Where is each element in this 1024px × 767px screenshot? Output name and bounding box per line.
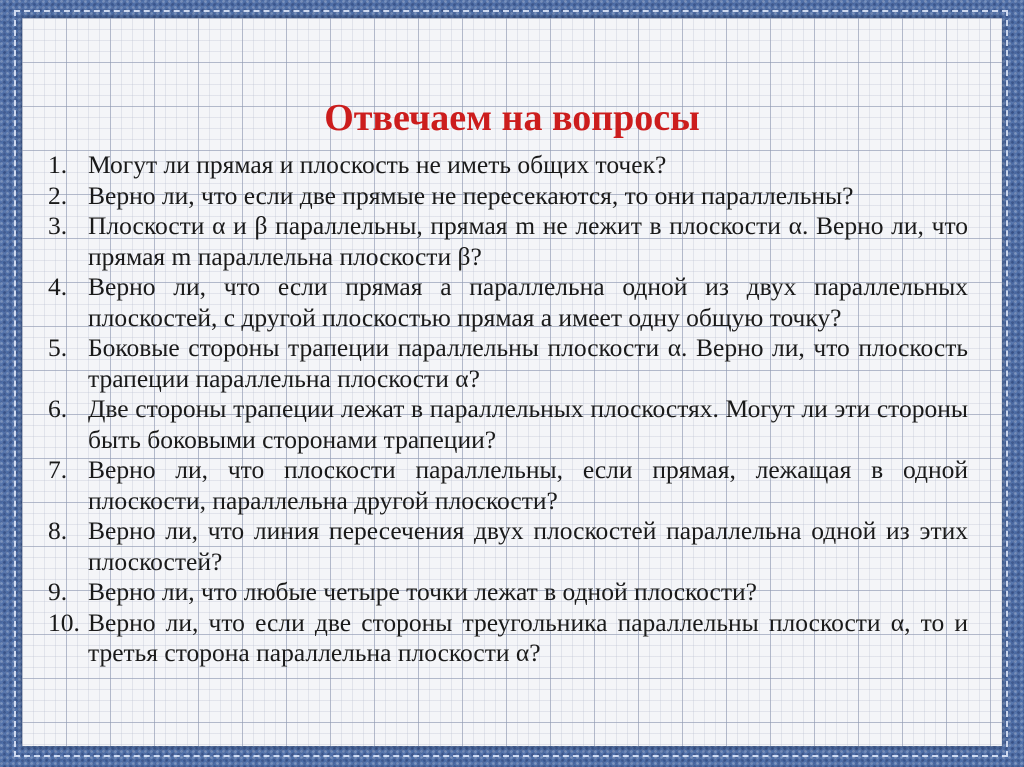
question-number: 7. xyxy=(48,455,68,484)
question-text: Верно ли, что плоскости параллельны, если прямая, лежащая в одной плоскости, параллельна другой плоскости? xyxy=(88,455,968,515)
question-item xyxy=(48,333,968,394)
question-text: Верно ли, что если две стороны треугольника параллельны плоскости α, то и третья сторона параллельна плоскости α? xyxy=(88,607,969,667)
question-item xyxy=(48,516,968,577)
questions-list xyxy=(48,150,968,669)
question-item xyxy=(48,394,968,455)
question-number: 10. xyxy=(48,607,80,637)
question-item xyxy=(48,181,968,212)
question-text: Верно ли, что если две прямые не пересекаются, то они параллельны? xyxy=(88,180,854,210)
question-number: 6. xyxy=(48,394,68,423)
question-text: Верно ли, что если прямая a параллельна одной из двух параллельных плоскостей, с другой плоскостью прямая a имеет одну общую точку? xyxy=(88,272,968,332)
question-number: 3. xyxy=(48,211,68,240)
question-number: 4. xyxy=(48,272,68,301)
question-text: Верно ли, что линия пересечения двух плоскостей параллельна одной из этих плоскостей? xyxy=(88,516,968,576)
question-text: Плоскости α и β параллельны, прямая m не лежит в плоскости α. Верно ли, что прямая m параллельна плоскости β? xyxy=(88,211,968,271)
question-text: Две стороны трапеции лежат в параллельных плоскостях. Могут ли эти стороны быть боковыми сторонами трапеции? xyxy=(88,394,968,454)
question-item xyxy=(48,211,968,272)
slide-title: Отвечаем на вопросы xyxy=(324,97,700,139)
question-text: Боковые стороны трапеции параллельны плоскости α. Верно ли, что плоскость трапеции параллельна плоскости α? xyxy=(88,333,968,393)
question-number: 5. xyxy=(48,333,68,362)
question-text: Могут ли прямая и плоскость не иметь общих точек? xyxy=(88,150,667,179)
question-text: Верно ли, что любые четыре точки лежат в одной плоскости? xyxy=(88,577,757,606)
question-number: 8. xyxy=(48,516,68,545)
question-item xyxy=(48,455,968,516)
question-item xyxy=(48,608,968,669)
question-item xyxy=(48,272,968,333)
question-number: 1. xyxy=(48,150,68,179)
question-number: 9. xyxy=(48,577,68,606)
question-item xyxy=(48,577,968,608)
question-item xyxy=(48,150,968,181)
question-number: 2. xyxy=(48,180,68,210)
